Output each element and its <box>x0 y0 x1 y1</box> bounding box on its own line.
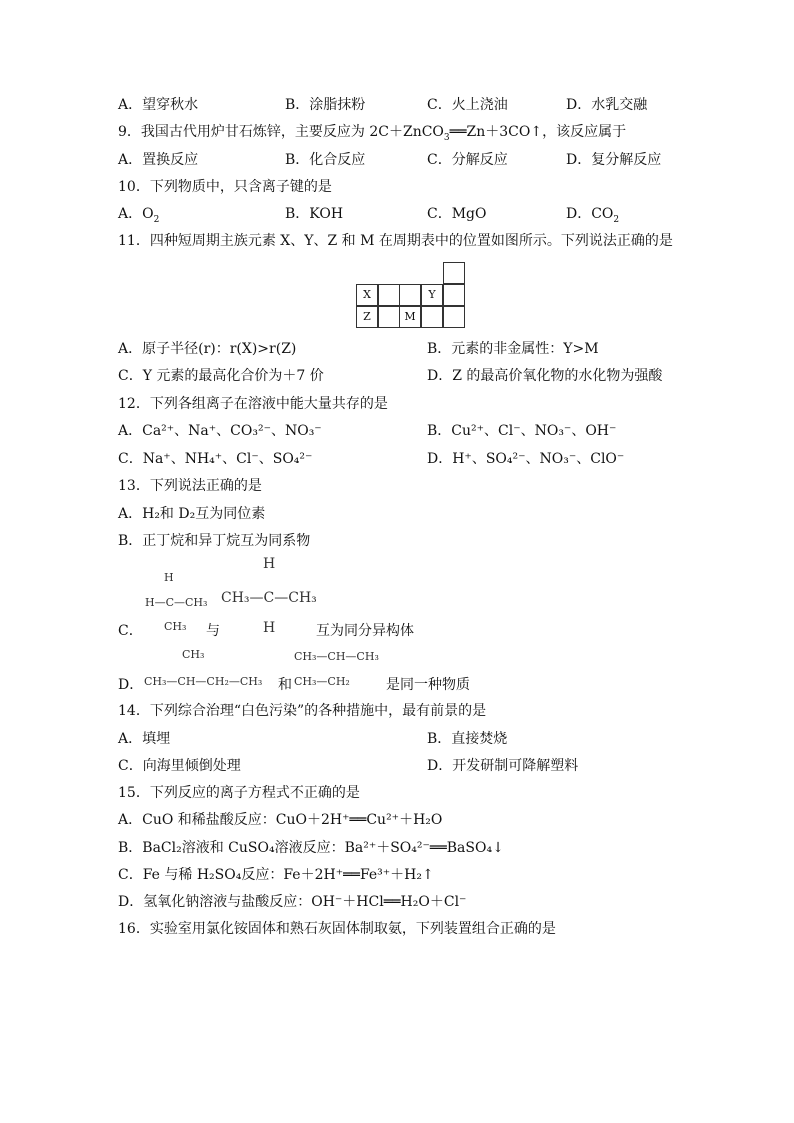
q13-option-d-end: 是同一种物质 <box>386 677 470 693</box>
q13-option-c-end: 互为同分异构体 <box>316 623 414 639</box>
q13-option-d-label: D． <box>118 677 144 693</box>
q13-option-d-mid: 和 <box>278 677 292 693</box>
q11-option-c: C．Y 元素的最高化合价为＋7 价 <box>118 368 324 384</box>
q11-option-d: D．Z 的最高价氧化物的水化物为强酸 <box>427 368 663 384</box>
q12-stem: 12．下列各组离子在溶液中能大量共存的是 <box>118 396 388 412</box>
q14-option-b: B．直接焚烧 <box>427 731 508 747</box>
q15-stem: 15．下列反应的离子方程式不正确的是 <box>118 785 360 801</box>
q13-stem: 13．下列说法正确的是 <box>118 478 262 494</box>
q9-stem: 9．我国古代用炉甘石炼锌，主要反应为 2C＋ZnCO$_3$══Zn＋3CO↑，该反应属于 <box>118 124 627 143</box>
q13-option-a: A．H₂和 D₂互为同位素 <box>118 506 266 522</box>
q10-option-a: A．$O_2$ <box>118 206 160 225</box>
q14-option-a: A．填埋 <box>118 731 171 747</box>
q15-option-d: D．氢氧化钠溶液与盐酸反应：OH⁻＋HCl══H₂O＋Cl⁻ <box>118 894 467 910</box>
q15-option-c: C．Fe 与稀 H₂SO₄反应：Fe＋2H⁺══Fe³⁺＋H₂↑ <box>118 867 434 883</box>
q10-stem: 10．下列物质中，只含离子键的是 <box>118 179 332 195</box>
q13-option-b: B．正丁烷和异丁烷互为同系物 <box>118 533 311 549</box>
q10-option-c: C．MgO <box>427 206 487 222</box>
q9-option-d: D．复分解反应 <box>566 152 662 168</box>
q12-option-b: B．Cu²⁺、Cl⁻、NO₃⁻、OH⁻ <box>427 423 617 439</box>
cell-x: X <box>356 284 378 306</box>
q12-option-a: A．Ca²⁺、Na⁺、CO₃²⁻、NO₃⁻ <box>118 423 322 439</box>
q9-option-b: B．化合反应 <box>285 152 366 168</box>
q16-stem: 16．实验室用氯化铵固体和熟石灰固体制取氨，下列装置组合正确的是 <box>118 921 556 937</box>
q10-option-d: D．$CO_2$ <box>566 206 620 225</box>
q8-option-c: C．火上浇油 <box>427 97 508 113</box>
q12-option-c: C．Na⁺、NH₄⁺、Cl⁻、SO₄²⁻ <box>118 451 313 467</box>
q14-option-c: C．向海里倾倒处理 <box>118 758 241 774</box>
cell-m: M <box>399 306 421 328</box>
q12-option-d: D．H⁺、SO₄²⁻、NO₃⁻、ClO⁻ <box>427 451 625 467</box>
q8-option-a: A．望穿秋水 <box>118 97 199 113</box>
q11-stem: 11．四种短周期主族元素 X、Y、Z 和 M 在周期表中的位置如图所示。下列说法正确的是 <box>118 233 673 249</box>
q13-option-c-label: C． <box>118 623 143 639</box>
q10-option-b: B．KOH <box>285 206 344 222</box>
q14-stem: 14．下列综合治理“白色污染”的各种措施中，最有前景的是 <box>118 703 487 719</box>
q9-option-a: A．置换反应 <box>118 152 199 168</box>
cell-y: Y <box>421 284 443 306</box>
q15-option-a: A．CuO 和稀盐酸反应：CuO＋2H⁺══Cu²⁺＋H₂O <box>118 812 443 828</box>
q8-option-b: B．涂脂抹粉 <box>285 97 366 113</box>
q11-option-a: A．原子半径(r)：r(X)>r(Z) <box>118 341 297 357</box>
q14-option-d: D．开发研制可降解塑料 <box>427 758 579 774</box>
q15-option-b: B．BaCl₂溶液和 CuSO₄溶液反应：Ba²⁺＋SO₄²⁻══BaSO₄↓ <box>118 840 504 856</box>
cell-z: Z <box>356 306 378 328</box>
q11-option-b: B．元素的非金属性：Y>M <box>427 341 599 357</box>
q8-option-d: D．水乳交融 <box>566 97 648 113</box>
q13-option-c-mid: 与 <box>206 623 220 639</box>
q9-option-c: C．分解反应 <box>427 152 508 168</box>
